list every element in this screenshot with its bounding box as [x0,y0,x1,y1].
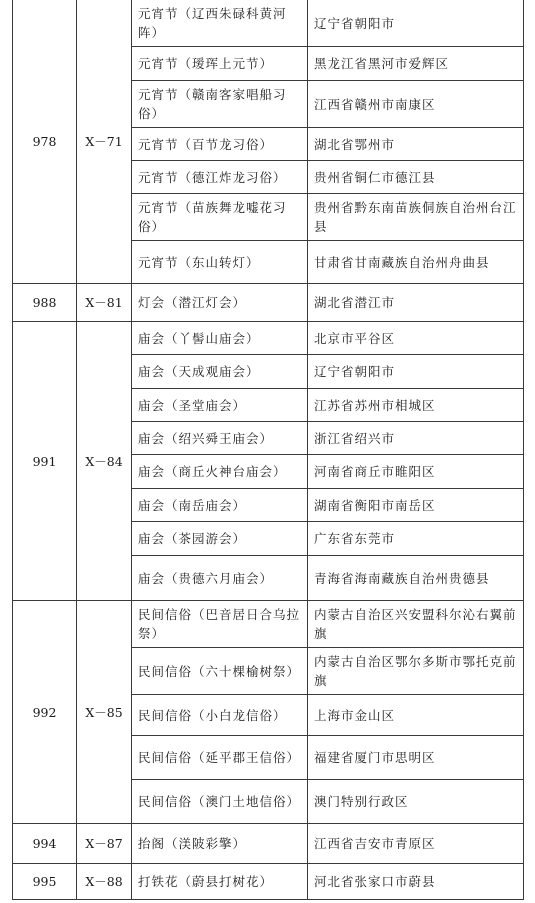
project-name-cell: 打铁花（蔚县打树花） [132,864,308,900]
project-name-cell: 民间信俗（六十棵榆树祭） [132,648,308,695]
serial-number-cell: 988 [13,284,77,322]
table-row [13,864,524,900]
project-name-cell: 民间信俗（澳门土地信俗） [132,780,308,824]
location-cell: 黑龙江省黑河市爱辉区 [308,47,524,81]
location-cell: 青海省海南藏族自治州贵德县 [308,556,524,601]
project-code-cell: Ⅹ－84 [77,322,132,601]
project-name-cell: 庙会（丫髻山庙会） [132,322,308,355]
project-name-cell: 元宵节（瑷珲上元节） [132,47,308,81]
location-cell: 内蒙古自治区兴安盟科尔沁右翼前旗 [308,601,524,648]
location-cell: 湖南省衡阳市南岳区 [308,489,524,522]
project-name-cell: 庙会（茶园游会） [132,522,308,556]
table-row [13,601,524,648]
project-name-cell: 抬阁（渼陂彩擎） [132,824,308,864]
location-cell: 澳门特别行政区 [308,780,524,824]
location-cell: 江西省吉安市青原区 [308,824,524,864]
table-body [13,0,524,900]
project-name-cell: 元宵节（辽西朱碌科黄河阵） [132,0,308,47]
table-row [13,0,524,47]
location-cell: 湖北省潜江市 [308,284,524,322]
location-cell: 内蒙古自治区鄂尔多斯市鄂托克前旗 [308,648,524,695]
location-cell: 上海市金山区 [308,695,524,736]
table-row [13,322,524,355]
project-name-cell: 庙会（贵德六月庙会） [132,556,308,601]
project-code-cell: Ⅹ－85 [77,601,132,824]
location-cell: 河南省商丘市睢阳区 [308,455,524,489]
table-row [13,284,524,322]
project-name-cell: 庙会（绍兴舜王庙会） [132,422,308,455]
location-cell: 辽宁省朝阳市 [308,355,524,389]
project-code-cell: Ⅹ－81 [77,284,132,322]
project-name-cell: 民间信俗（巴音居日合乌拉祭） [132,601,308,648]
location-cell: 江西省赣州市南康区 [308,81,524,128]
location-cell: 江苏省苏州市相城区 [308,389,524,422]
location-cell: 广东省东莞市 [308,522,524,556]
project-name-cell: 庙会（南岳庙会） [132,489,308,522]
location-cell: 河北省张家口市蔚县 [308,864,524,900]
location-cell: 浙江省绍兴市 [308,422,524,455]
project-code-cell: Ⅹ－88 [77,864,132,900]
project-name-cell: 元宵节（东山转灯） [132,241,308,284]
location-cell: 湖北省鄂州市 [308,128,524,161]
project-name-cell: 元宵节（赣南客家唱船习俗） [132,81,308,128]
project-name-cell: 庙会（圣堂庙会） [132,389,308,422]
project-name-cell: 元宵节（苗族舞龙嘘花习俗） [132,194,308,241]
project-name-cell: 庙会（天成观庙会） [132,355,308,389]
serial-number-cell: 991 [13,322,77,601]
location-cell: 甘肃省甘南藏族自治州舟曲县 [308,241,524,284]
project-name-cell: 元宵节（德江炸龙习俗） [132,161,308,194]
project-name-cell: 民间信俗（小白龙信俗） [132,695,308,736]
location-cell: 辽宁省朝阳市 [308,0,524,47]
serial-number-cell: 995 [13,864,77,900]
project-name-cell: 元宵节（百节龙习俗） [132,128,308,161]
serial-number-cell: 992 [13,601,77,824]
location-cell: 福建省厦门市思明区 [308,736,524,780]
heritage-list-table [12,0,524,900]
location-cell: 贵州省黔东南苗族侗族自治州台江县 [308,194,524,241]
project-name-cell: 民间信俗（延平郡王信俗） [132,736,308,780]
serial-number-cell: 994 [13,824,77,864]
table-row [13,824,524,864]
project-name-cell: 庙会（商丘火神台庙会） [132,455,308,489]
location-cell: 贵州省铜仁市德江县 [308,161,524,194]
project-code-cell: Ⅹ－87 [77,824,132,864]
project-code-cell: Ⅹ－71 [77,0,132,284]
serial-number-cell: 978 [13,0,77,284]
location-cell: 北京市平谷区 [308,322,524,355]
project-name-cell: 灯会（潜江灯会） [132,284,308,322]
